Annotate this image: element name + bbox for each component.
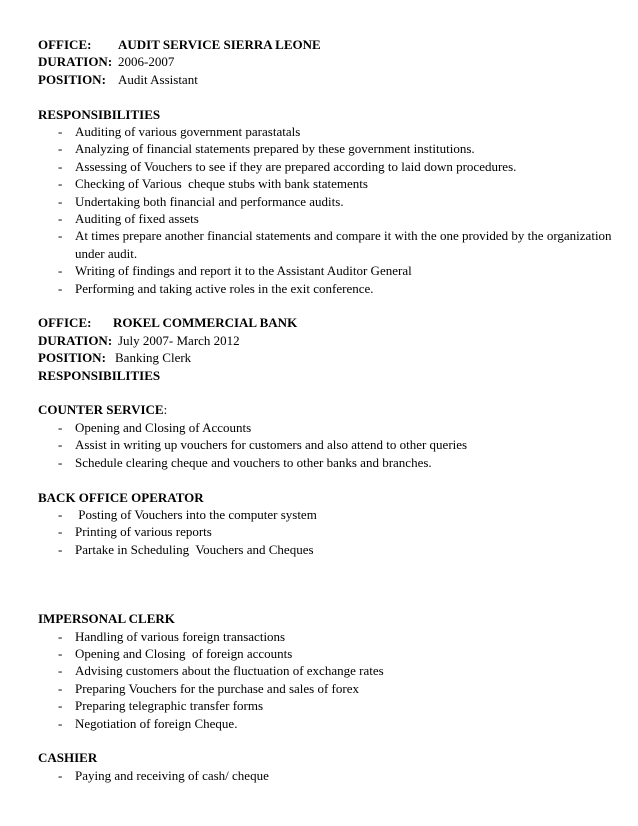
dash-bullet: - [58, 506, 63, 522]
list-item [58, 767, 618, 784]
position-value: Audit Assistant [118, 71, 198, 87]
dash-bullet: - [58, 211, 63, 227]
list-item [58, 210, 618, 227]
list-item [58, 680, 618, 697]
duration-label: DURATION: [38, 54, 113, 70]
list-item [58, 419, 618, 436]
list-item-text: Preparing telegraphic transfer forms [75, 698, 264, 714]
list-item-text: Printing of various reports [75, 524, 212, 540]
list-item [58, 697, 618, 714]
position-label: POSITION: [38, 350, 106, 366]
list-item [58, 280, 618, 297]
list-item [58, 227, 618, 262]
list-item [58, 662, 618, 679]
dash-bullet: - [58, 680, 63, 696]
duration-row [38, 332, 618, 349]
list-item-text: Checking of Various cheque stubs with bank statements [75, 176, 368, 192]
list-item-text: Auditing of various government parastatals [75, 124, 301, 140]
section-heading: IMPERSONAL CLERK [38, 611, 175, 627]
list-item-text: Advising customers about the fluctuation of exchange rates [75, 663, 384, 679]
dash-bullet: - [58, 228, 63, 244]
list-item [58, 506, 618, 523]
list-item-text: Undertaking both financial and performance audits. [75, 193, 344, 209]
list-item-text: Assessing of Vouchers to see if they are prepared according to laid down procedures. [75, 158, 517, 174]
list-item-text: Negotiation of foreign Cheque. [75, 715, 238, 731]
list-item [58, 123, 618, 140]
section-heading-back-office-operator [38, 489, 618, 506]
list-item [58, 262, 618, 279]
spacer [38, 88, 618, 105]
list-item [58, 158, 618, 175]
dash-bullet: - [58, 176, 63, 192]
list-item-text: Opening and Closing of foreign accounts [75, 645, 293, 661]
dash-bullet: - [58, 419, 63, 435]
dash-bullet: - [58, 524, 63, 540]
responsibilities-list [38, 123, 618, 297]
position-row [38, 349, 618, 366]
list-item-text: Paying and receiving of cash/ cheque [75, 767, 269, 783]
dash-bullet: - [58, 280, 63, 296]
list-item [58, 140, 618, 157]
list-item [58, 541, 618, 558]
dash-bullet: - [58, 263, 63, 279]
office-value: ROKEL COMMERCIAL BANK [113, 315, 298, 331]
list-item [58, 523, 618, 540]
list-item-text: Opening and Closing of Accounts [75, 419, 252, 435]
dash-bullet: - [58, 454, 63, 470]
dash-bullet: - [58, 767, 63, 783]
section-heading: CASHIER [38, 750, 98, 766]
list-item-text: Analyzing of financial statements prepared by these government institutions. [75, 141, 475, 157]
office-label: OFFICE: [38, 37, 92, 52]
dash-bullet: - [58, 193, 63, 209]
list-item [58, 454, 618, 471]
position-label: POSITION: [38, 71, 106, 87]
dash-bullet: - [58, 628, 63, 644]
dash-bullet: - [58, 437, 63, 453]
list-item-text: Handling of various foreign transactions [75, 628, 286, 644]
dash-bullet: - [58, 645, 63, 661]
office-row [38, 36, 618, 53]
section-heading-impersonal-clerk [38, 610, 618, 627]
section-heading-counter-service [38, 401, 618, 418]
list-item-text: Assist in writing up vouchers for customers and also attend to other queries [75, 437, 468, 453]
dash-bullet: - [58, 715, 63, 731]
spacer [38, 732, 618, 749]
dash-bullet: - [58, 158, 63, 174]
list-item-text: Posting of Vouchers into the computer system [75, 506, 317, 522]
office-value: AUDIT SERVICE SIERRA LEONE [118, 37, 321, 52]
section-heading-suffix: : [163, 402, 168, 418]
list-item-text: Writing of findings and report it to the Assistant Auditor General [75, 263, 412, 279]
position-row [38, 71, 618, 88]
list-item-text: Auditing of fixed assets [75, 211, 199, 227]
office-row [38, 314, 618, 331]
spacer [38, 558, 618, 610]
position-value: Banking Clerk [115, 350, 192, 366]
responsibilities-heading: RESPONSIBILITIES [38, 367, 161, 383]
duration-value: July 2007- March 2012 [118, 332, 240, 348]
duration-row [38, 53, 618, 70]
dash-bullet: - [58, 124, 63, 140]
list-item-text: Performing and taking active roles in the exit conference. [75, 280, 374, 296]
section-heading-cashier [38, 749, 618, 766]
section-heading: COUNTER SERVICE [38, 402, 164, 418]
duration-label: DURATION: [38, 332, 113, 348]
list-item [58, 193, 618, 210]
list-item-text: Preparing Vouchers for the purchase and sales of forex [75, 680, 359, 696]
list-item-text: At times prepare another financial statements and compare it with the one provided by the organization under audit. [75, 228, 612, 261]
dash-bullet: - [58, 663, 63, 679]
impersonal-clerk-list [38, 628, 618, 732]
office-label: OFFICE: [38, 315, 92, 331]
spacer [38, 297, 618, 314]
back-office-list [38, 506, 618, 558]
counter-service-list [38, 419, 618, 471]
duration-value: 2006-2007 [118, 54, 175, 70]
dash-bullet: - [58, 698, 63, 714]
list-item-text: Schedule clearing cheque and vouchers to other banks and branches. [75, 454, 432, 470]
spacer [38, 384, 618, 401]
list-item-text: Partake in Scheduling Vouchers and Cheques [75, 541, 314, 557]
list-item [58, 628, 618, 645]
cashier-list [38, 767, 618, 784]
list-item [58, 645, 618, 662]
dash-bullet: - [58, 141, 63, 157]
responsibilities-heading: RESPONSIBILITIES [38, 106, 161, 122]
list-item [58, 436, 618, 453]
spacer [38, 471, 618, 488]
section-heading: BACK OFFICE OPERATOR [38, 489, 204, 505]
list-item [58, 175, 618, 192]
list-item [58, 715, 618, 732]
dash-bullet: - [58, 541, 63, 557]
